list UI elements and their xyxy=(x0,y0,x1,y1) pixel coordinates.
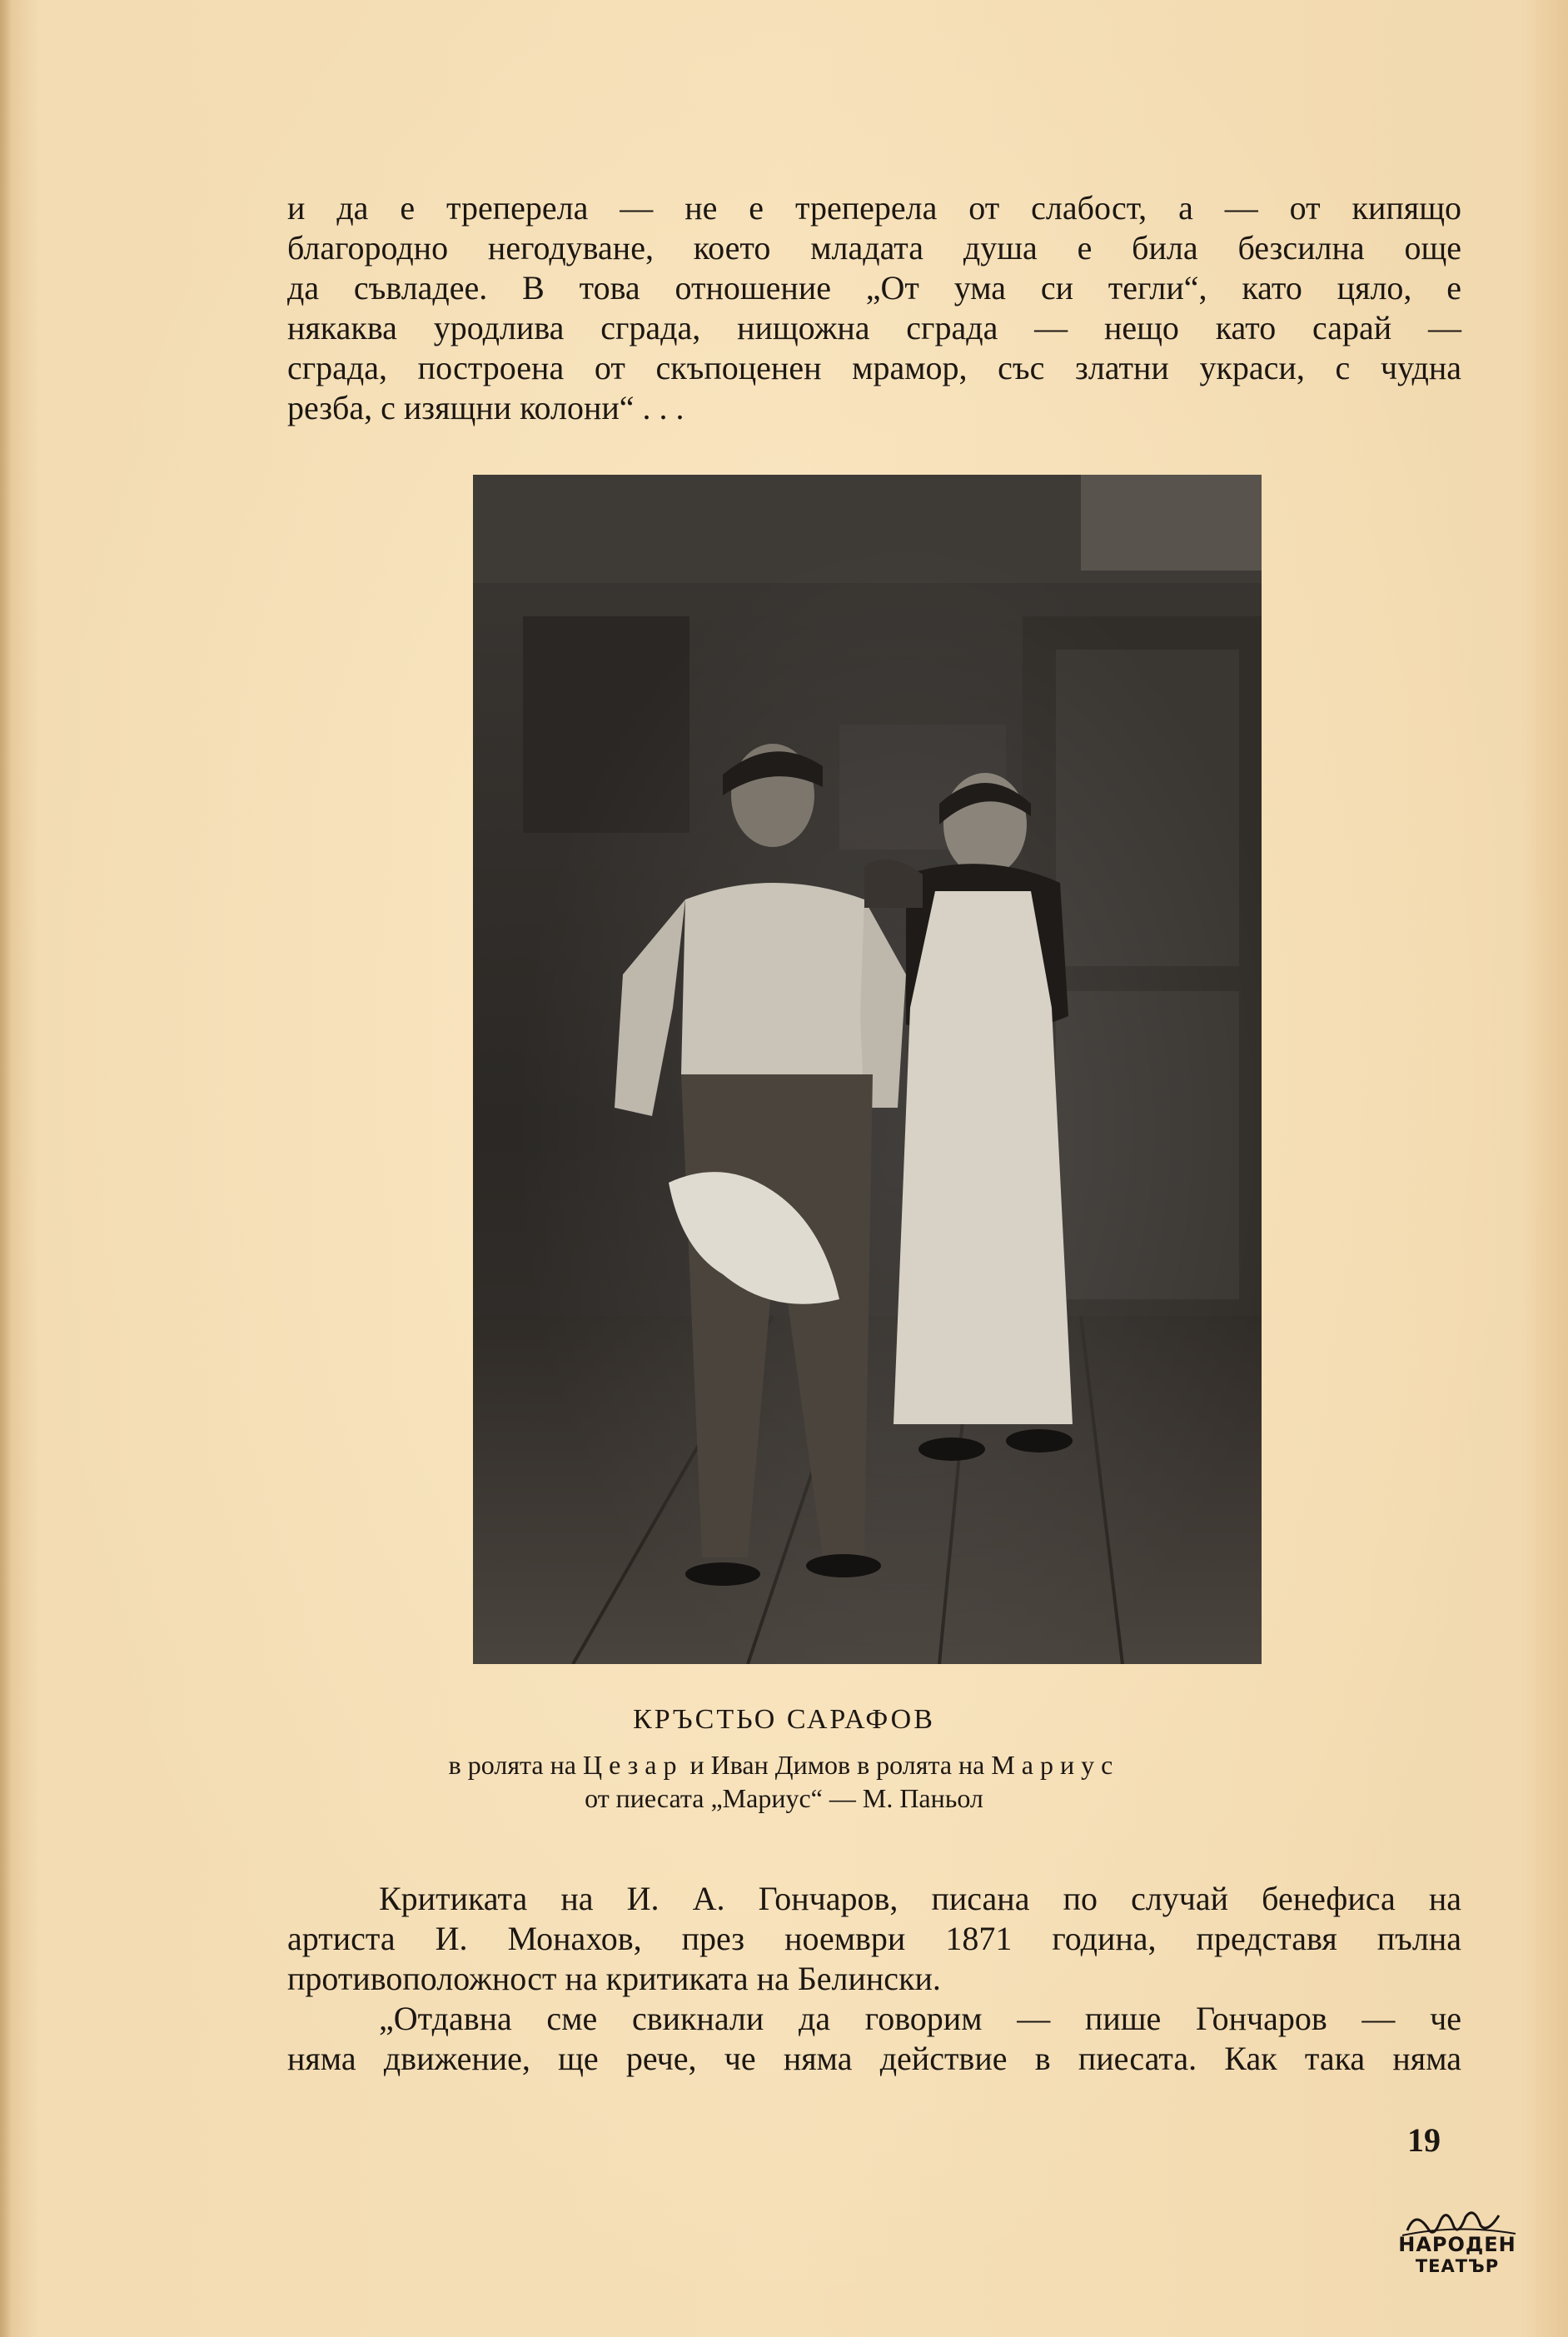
caption-line-roles xyxy=(0,1750,1568,1781)
caption-role-name: Цезар xyxy=(582,1750,684,1780)
bottom-paragraph xyxy=(287,1879,1461,2079)
text-line: „Отдавна сме свикнали да говорим — пише Гончаров — че xyxy=(379,2000,1461,2037)
theatre-photograph xyxy=(473,475,1262,1664)
photo-illustration xyxy=(473,475,1262,1664)
page-number: 19 xyxy=(1407,2121,1441,2159)
page-spine-shadow xyxy=(0,0,12,2337)
caption-line-source: от пиесата „Мариус“ — М. Паньол xyxy=(585,1783,983,1813)
text-line: и да е треперела — не е треперела от слабост, а — от кипящо xyxy=(287,189,1461,227)
national-theatre-stamp xyxy=(1382,2205,1532,2297)
stamp-line: ТЕАТЪР xyxy=(1415,2256,1500,2276)
text-line: сграда, построена от скъпоценен мрамор, със златни украси, с чудна xyxy=(287,349,1461,386)
caption-text: в ролята на xyxy=(448,1750,583,1780)
text-line: артиста И. Монахов, през ноември 1871 година, представя пълна xyxy=(287,1920,1461,1957)
caption-text: и Иван Димов в ролята на xyxy=(683,1750,992,1780)
caption-role-name: Мариус xyxy=(991,1750,1120,1780)
text-line: няма движение, ще рече, че няма действие в пиесата. Как така няма xyxy=(287,2040,1461,2077)
stamp-line: НАРОДЕН xyxy=(1398,2233,1516,2256)
text-line: някаква уродлива сграда, нищожна сграда — нещо като сарай — xyxy=(287,309,1461,346)
caption-title: КРЪСТЬО САРАФОВ xyxy=(633,1704,935,1735)
text-line: благородно негодуване, което младата душа е била безсилна още xyxy=(287,229,1461,267)
text-line: Критиката на И. А. Гончаров, писана по случай бенефиса на xyxy=(379,1880,1461,1917)
text-line: да съвладее. В това отношение „От ума си тегли“, като цяло, е xyxy=(287,269,1461,306)
top-paragraph xyxy=(287,188,1461,428)
text-line: противоположност на критиката на Белински. xyxy=(287,1960,941,1997)
text-line: резба, с изящни колони“ . . . xyxy=(287,389,684,426)
